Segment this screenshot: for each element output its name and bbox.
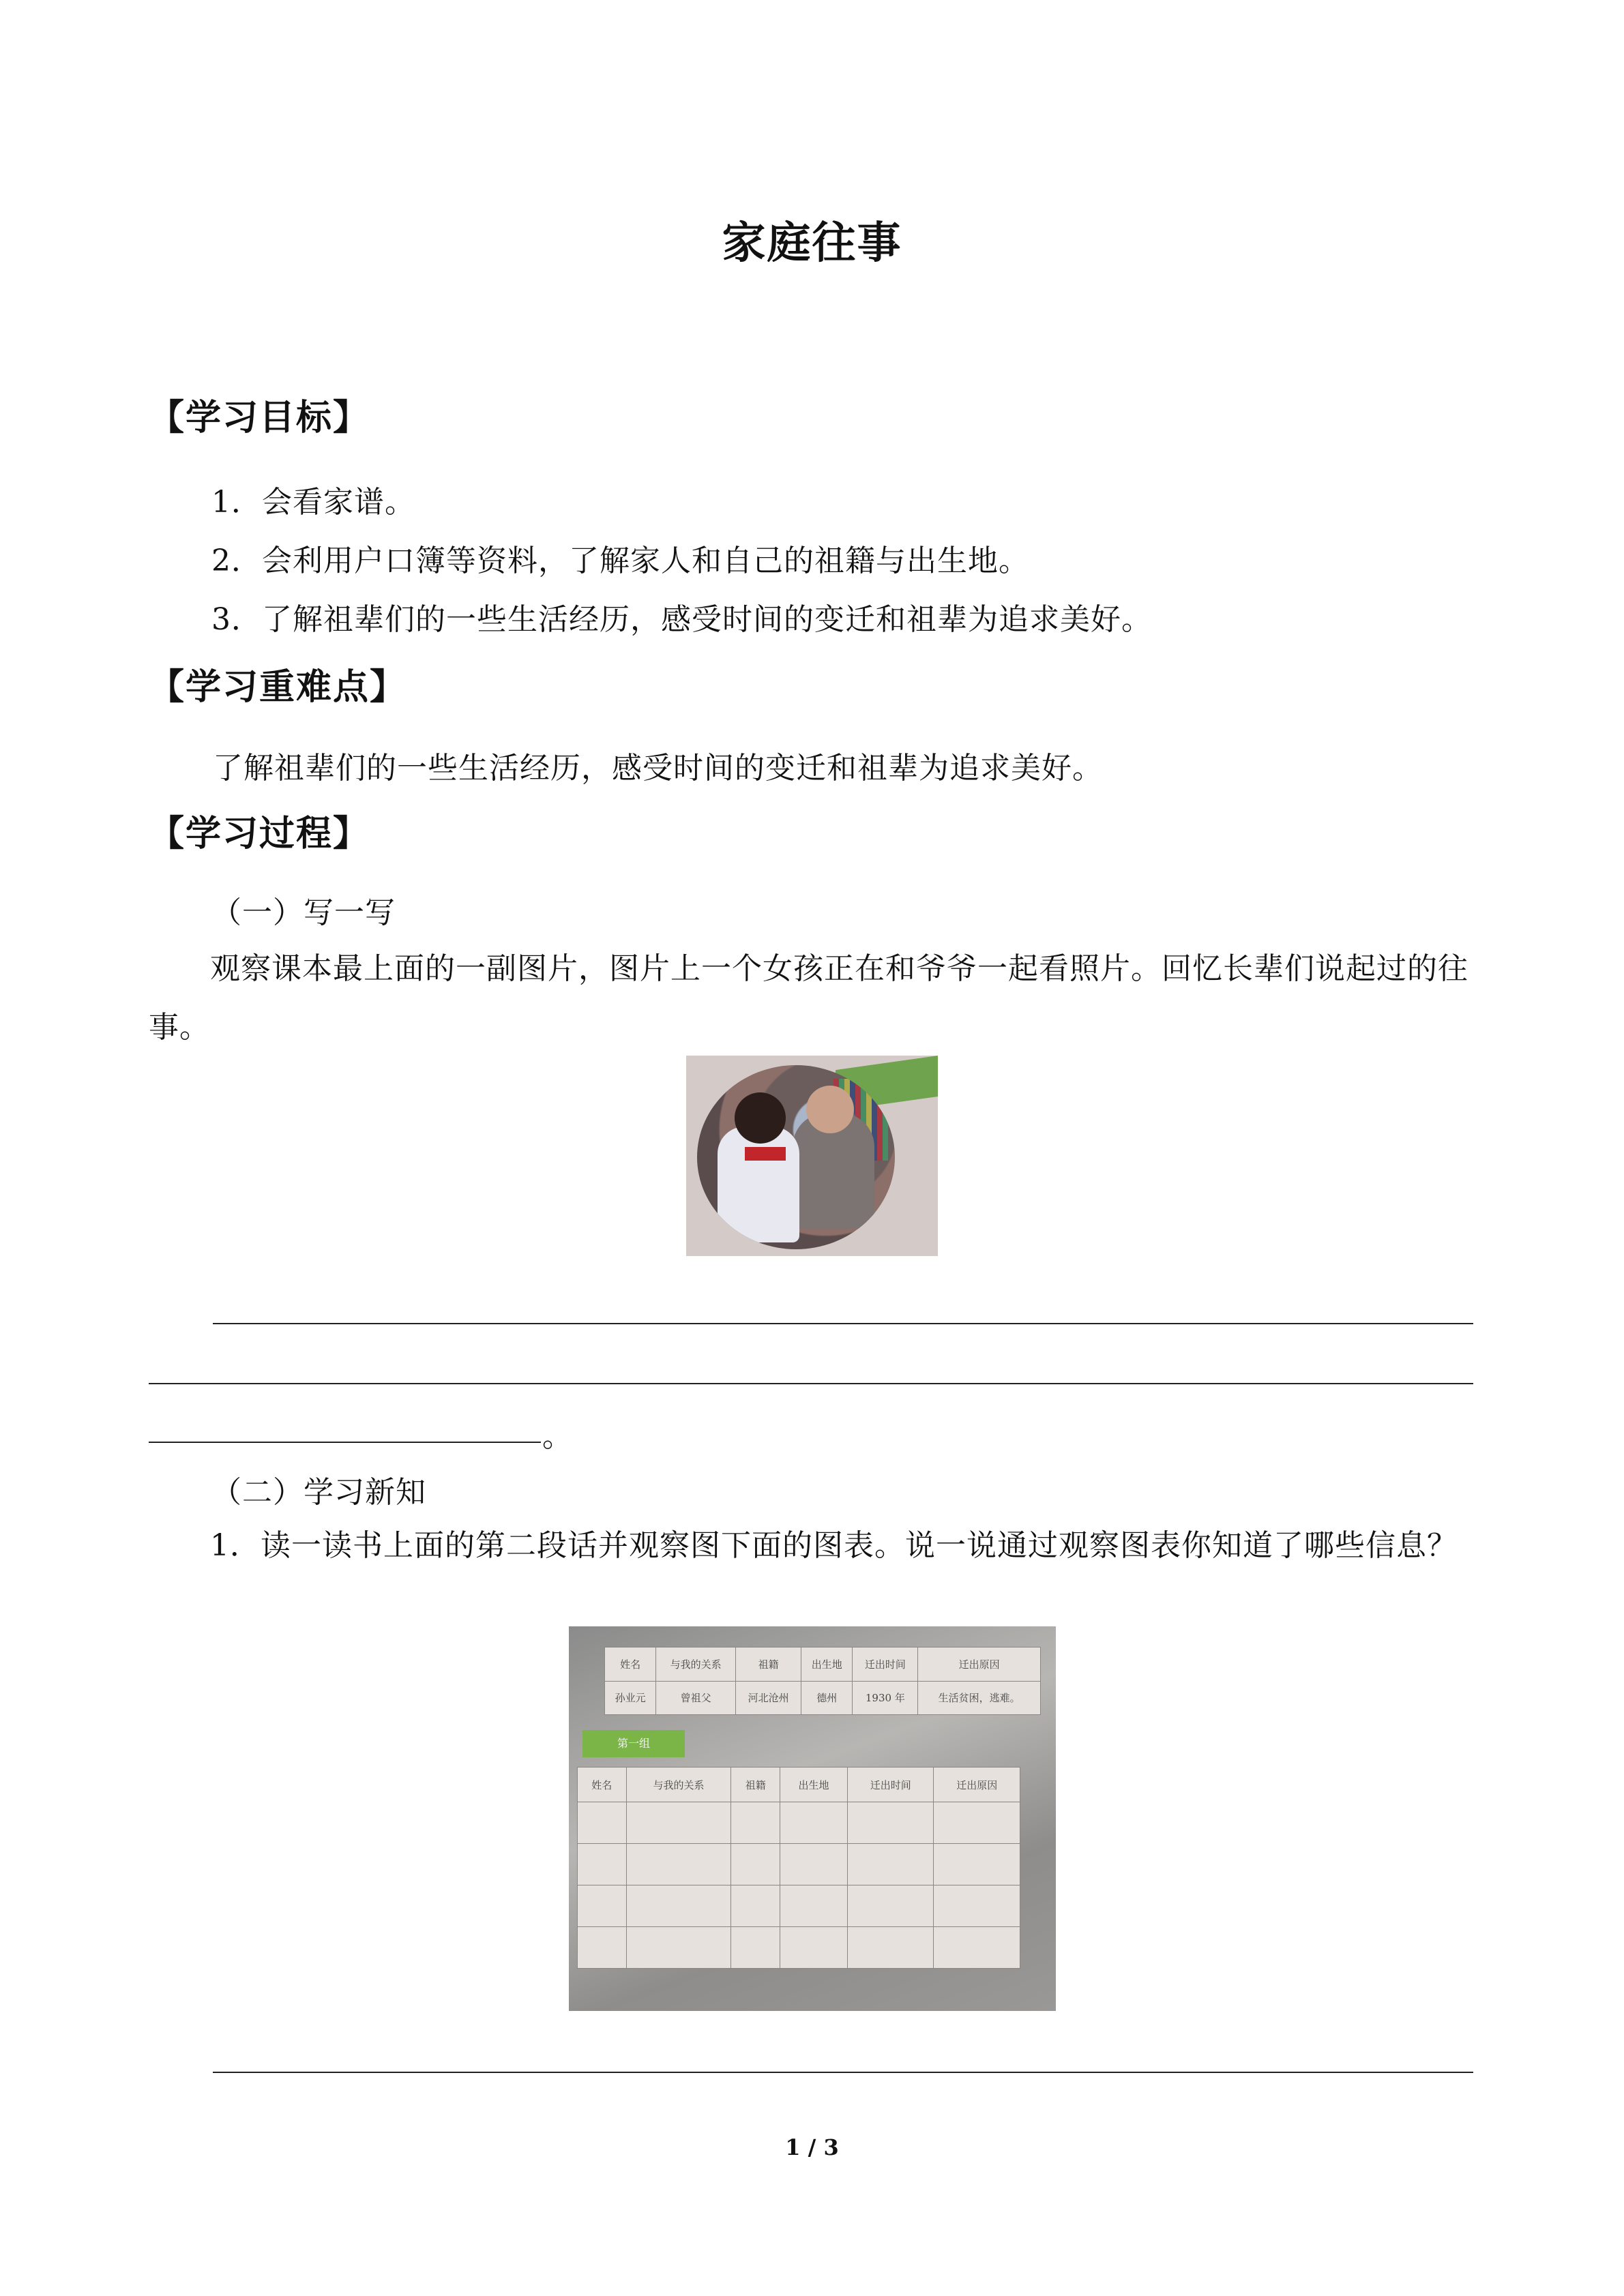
table-cell: 孙业元 <box>605 1681 656 1715</box>
page-number: 1 / 3 <box>785 2134 839 2160</box>
table-header: 出生地 <box>801 1648 853 1682</box>
answer-end-mark: 。 <box>542 1419 573 1454</box>
answer-line-1[interactable] <box>213 1323 1473 1324</box>
example-family-table <box>604 1647 1041 1715</box>
part1-heading: （一）写一写 <box>211 895 396 930</box>
group-tag: 第一组 <box>582 1730 685 1757</box>
part2-text: 1．读一读书上面的第二段话并观察图下面的图表。说一说通过观察图表你知道了哪些信息？ <box>210 1528 1458 1563</box>
table-cell: 河北沧州 <box>736 1681 801 1715</box>
goal-item-2: 2．会利用户口簿等资料，了解家人和自己的祖籍与出生地。 <box>211 543 1029 578</box>
goal-item-3: 3．了解祖辈们的一些生活经历，感受时间的变迁和祖辈为追求美好。 <box>211 602 1152 637</box>
table-header: 迁出原因 <box>934 1768 1020 1802</box>
answer-line-2[interactable] <box>149 1383 1473 1384</box>
table-header: 迁出时间 <box>847 1768 933 1802</box>
table-cell: 1930 年 <box>853 1681 918 1715</box>
goal-item-1: 1．会看家谱。 <box>211 485 415 520</box>
table-cell: 曾祖父 <box>656 1681 736 1715</box>
table-header: 祖籍 <box>731 1768 780 1802</box>
table-header: 与我的关系 <box>656 1648 736 1682</box>
section-heading-key-points: 【学习重难点】 <box>149 667 407 708</box>
table-cell: 生活贫困，逃难。 <box>918 1681 1041 1715</box>
table-header: 迁出原因 <box>918 1648 1041 1682</box>
blank-family-table <box>577 1767 1020 1969</box>
key-points-text: 了解祖辈们的一些生活经历，感受时间的变迁和祖辈为追求美好。 <box>213 751 1103 786</box>
answer-line-4[interactable] <box>213 2072 1473 2073</box>
table-header: 姓名 <box>578 1768 627 1802</box>
table-cell: 德州 <box>801 1681 853 1715</box>
table-header: 出生地 <box>780 1768 847 1802</box>
part1-text: 观察课本最上面的一副图片，图片上一个女孩正在和爷爷一起看照片。回忆长辈们说起过的往事。 <box>149 951 1468 1045</box>
table-header: 与我的关系 <box>626 1768 731 1802</box>
part2-heading: （二）学习新知 <box>211 1475 426 1510</box>
textbook-table-photo <box>569 1626 1056 2011</box>
page-title: 家庭往事 <box>722 218 902 269</box>
section-heading-process: 【学习过程】 <box>149 814 370 854</box>
answer-line-3[interactable] <box>149 1442 541 1443</box>
table-header: 祖籍 <box>736 1648 801 1682</box>
section-heading-goals: 【学习目标】 <box>149 398 370 438</box>
grandfather-girl-photo <box>686 1056 938 1256</box>
table-header: 迁出时间 <box>853 1648 918 1682</box>
table-header: 姓名 <box>605 1648 656 1682</box>
